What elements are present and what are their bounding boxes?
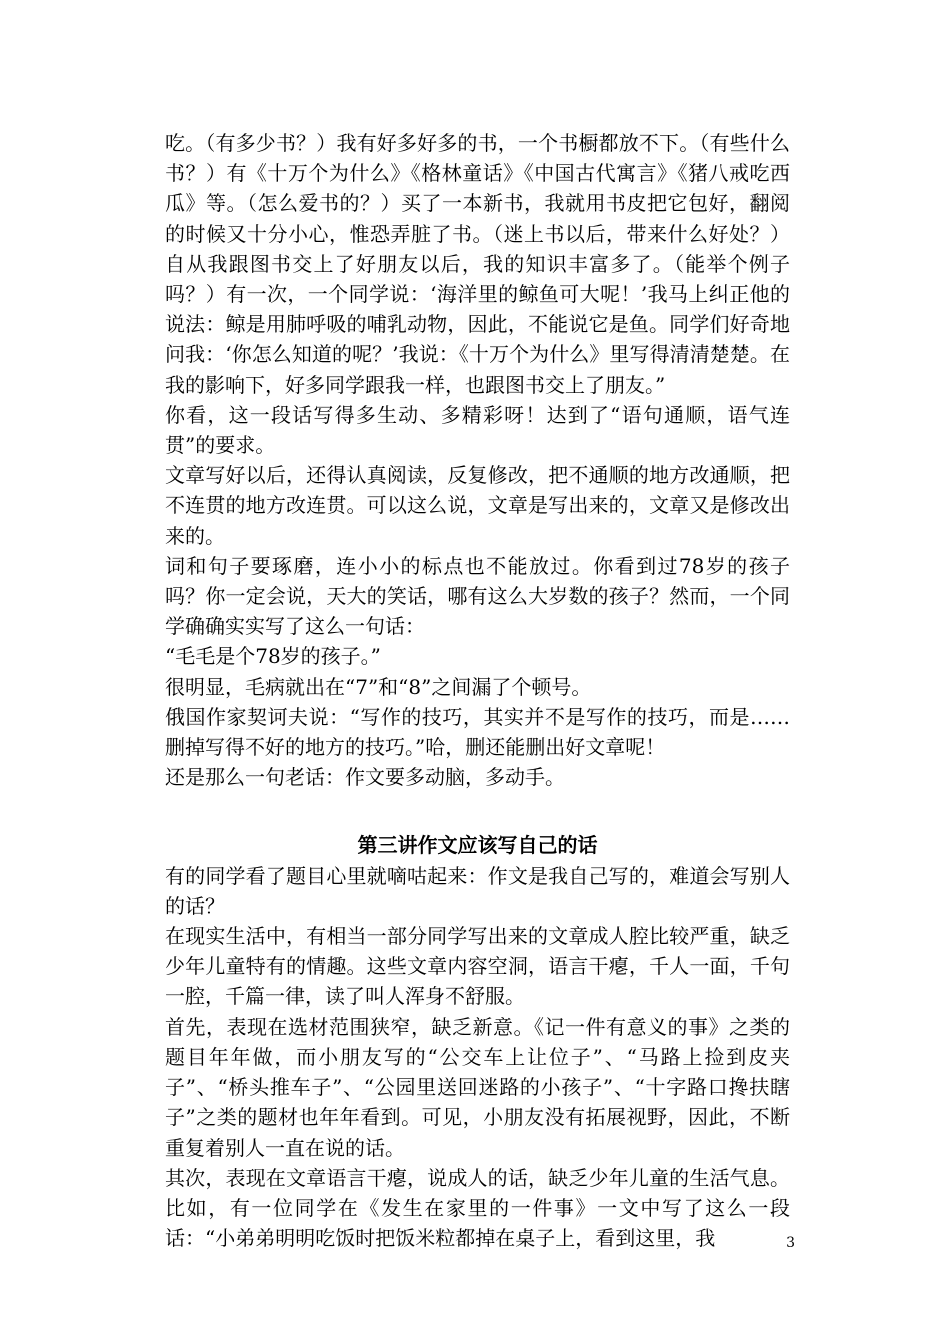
section-heading: 第三讲作文应该写自己的话	[357, 833, 598, 858]
paragraph: 在现实生活中，有相当一部分同学写出来的文章成人腔比较严重，缺乏少年儿童特有的情趣。这些文章内容空洞，语言干瘪，千人一面，千句一腔，千篇一律，读了叫人浑身不舒服。	[165, 924, 790, 1009]
paragraph: “毛毛是个78岁的孩子。”	[165, 644, 381, 669]
paragraph: 还是那么一句老话：作文要多动脑，多动手。	[165, 765, 565, 790]
paragraph: 词和句子要琢磨，连小小的标点也不能放过。你看到过78岁的孩子吗？你一定会说，天大的笑话，哪有这么大岁数的孩子？然而，一个同学确确实实写了这么一句话：	[165, 553, 790, 639]
paragraph: 俄国作家契诃夫说：“写作的技巧，其实并不是写作的技巧，而是……删掉写得不好的地方的技巧。”哈，删还能删出好文章呢！	[165, 704, 790, 760]
paragraph: 很明显，毛病就出在“7”和“8”之间漏了个顿号。	[165, 674, 592, 699]
document-body	[165, 128, 790, 1253]
paragraph: 其次，表现在文章语言干瘪，说成人的话，缺乏少年儿童的生活气息。比如，有一位同学在《发生在家里的一件事》一文中写了这么一段话：“小弟弟明明吃饭时把饭米粒都掉在桌子上，看到这里，我	[165, 1165, 790, 1251]
paragraph: 吃。（有多少书？）我有好多好多的书，一个书橱都放不下。（有些什么书？）有《十万个为什么》《格林童话》《中国古代寓言》《猪八戒吃西瓜》等。（怎么爱书的？）买了一本新书，我就用书皮把它包好，翻阅的时候又十分小心，惟恐弄脏了书。（迷上书以后，带来什么好处？）自从我跟图书交上了好朋友以后，我的知识丰富多了。（能举个例子吗？）有一次，一个同学说：‘海洋里的鲸鱼可大呢！’我马上纠正他的说法：鲸是用肺呼吸的哺乳动物，因此，不能说它是鱼。同学们好奇地问我：‘你怎么知道的呢？’我说：《十万个为什么》里写得清清楚楚。在我的影响下，好多同学跟我一样，也跟图书交上了朋友。”	[165, 131, 790, 397]
paragraph: 文章写好以后，还得认真阅读，反复修改，把不通顺的地方改通顺，把不连贯的地方改连贯。可以这么说，文章是写出来的，文章又是修改出来的。	[165, 463, 790, 548]
paragraph: 你看，这一段话写得多生动、多精彩呀！达到了“语句通顺，语气连贯”的要求。	[165, 402, 790, 458]
section-spacer	[165, 792, 790, 830]
paragraph: 首先，表现在选材范围狭窄，缺乏新意。《记一件有意义的事》之类的题目年年做，而小朋友写的“公交车上让位子”、“马路上捡到皮夹子”、“桥头推车子”、“公园里送回迷路的小孩子”、“十字路口搀扶瞎子”之类的题材也年年看到。可见，小朋友没有拓展视野，因此，不断重复着别人一直在说的话。	[165, 1014, 790, 1160]
page-number: 3	[786, 1235, 795, 1251]
paragraph: 有的同学看了题目心里就嘀咕起来：作文是我自己写的，难道会写别人的话？	[165, 863, 790, 918]
